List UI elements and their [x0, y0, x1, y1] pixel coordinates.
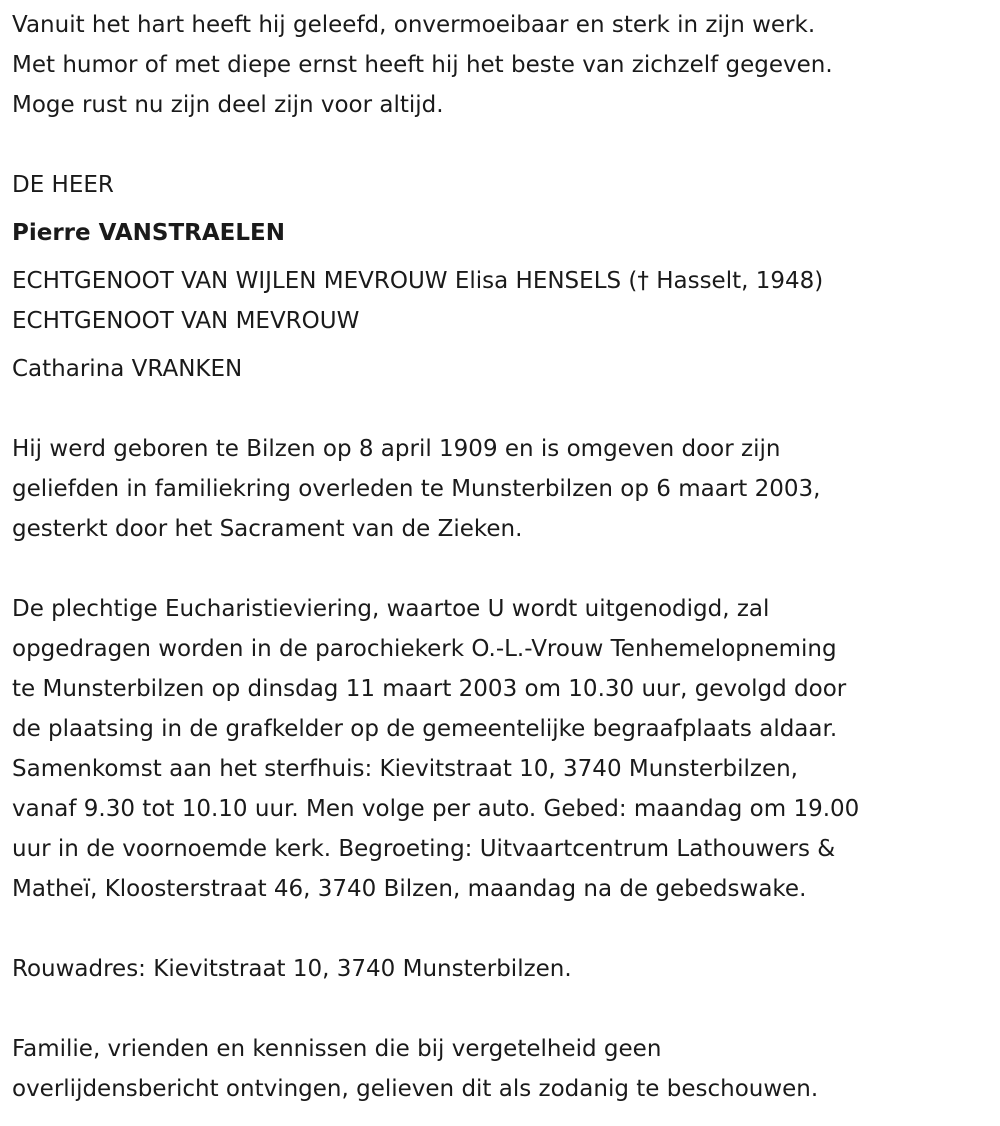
service-line: Samenkomst aan het sterfhuis: Kievitstraat 10, 3740 Munsterbilzen,	[12, 756, 798, 782]
poem-block	[12, 5, 992, 125]
spacer	[12, 389, 992, 429]
service-line: Matheï, Kloosterstraat 46, 3740 Bilzen, maandag na de gebedswake.	[12, 876, 807, 902]
closing-line: Familie, vrienden en kennissen die bij vergetelheid geen	[12, 1036, 662, 1062]
mourning-address: Rouwadres: Kievitstraat 10, 3740 Munsterbilzen.	[12, 956, 572, 982]
spouse-line-2: ECHTGENOOT VAN MEVROUW	[12, 308, 360, 334]
closing-block	[12, 1029, 992, 1109]
honorific: DE HEER	[12, 172, 114, 198]
service-line: te Munsterbilzen op dinsdag 11 maart 2003 om 10.30 uur, gevolgd door	[12, 676, 847, 702]
service-line: de plaatsing in de grafkelder op de gemeentelijke begraafplaats aldaar.	[12, 716, 838, 742]
deceased-block	[12, 165, 992, 389]
spouse-line-3: Catharina VRANKEN	[12, 356, 243, 382]
service-block	[12, 589, 992, 909]
service-line: uur in de voornoemde kerk. Begroeting: Uitvaartcentrum Lathouwers &	[12, 836, 836, 862]
birth-death-line: Hij werd geboren te Bilzen op 8 april 1909 en is omgeven door zijn	[12, 436, 781, 462]
birth-death-line: geliefden in familiekring overleden te Munsterbilzen op 6 maart 2003,	[12, 476, 821, 502]
service-line: De plechtige Eucharistieviering, waartoe U wordt uitgenodigd, zal	[12, 596, 770, 622]
service-line: vanaf 9.30 tot 10.10 uur. Men volge per auto. Gebed: maandag om 19.00	[12, 796, 860, 822]
birth-death-line: gesterkt door het Sacrament van de Zieken.	[12, 516, 523, 542]
birth-death-block	[12, 429, 992, 549]
spouse-line-1: ECHTGENOOT VAN WIJLEN MEVROUW Elisa HENSELS († Hasselt, 1948)	[12, 268, 824, 294]
deceased-name: Pierre VANSTRAELEN	[12, 220, 286, 246]
spacer	[12, 549, 992, 589]
service-line: opgedragen worden in de parochiekerk O.-L.-Vrouw Tenhemelopneming	[12, 636, 837, 662]
poem-line: Vanuit het hart heeft hij geleefd, onvermoeibaar en sterk in zijn werk.	[12, 12, 816, 38]
spacer	[12, 125, 992, 165]
address-block	[12, 949, 992, 989]
spacer	[12, 989, 992, 1029]
spacer	[12, 909, 992, 949]
closing-line: overlijdensbericht ontvingen, gelieven dit als zodanig te beschouwen.	[12, 1076, 819, 1102]
poem-line: Moge rust nu zijn deel zijn voor altijd.	[12, 92, 444, 118]
poem-line: Met humor of met diepe ernst heeft hij het beste van zichzelf gegeven.	[12, 52, 833, 78]
obituary-document	[12, 5, 992, 1109]
